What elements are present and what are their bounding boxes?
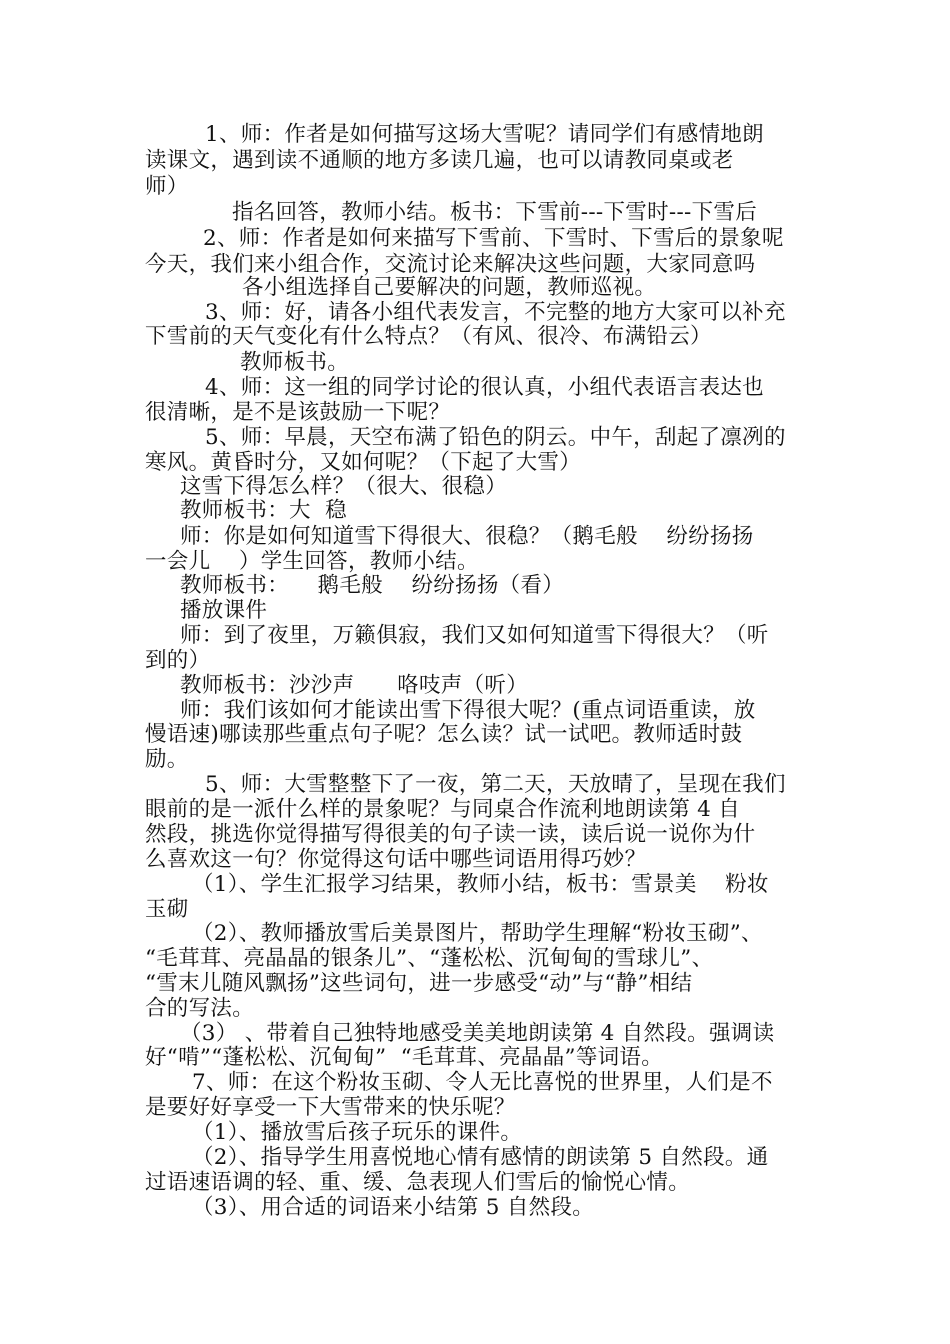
text-line: 师：你是如何知道雪下得很大、很稳？（鹅毛般 纷纷扬扬 [180,524,754,549]
text-line: 1、师：作者是如何描写这场大雪呢？请同学们有感情地朗 [205,122,764,147]
text-line: “雪末儿随风飘扬”这些词句，进一步感受“动”与“静”相结 [145,971,693,996]
text-line: 这雪下得怎么样？（很大、很稳） [180,474,508,499]
text-line: 播放课件 [180,598,268,623]
text-line: 很清晰，是不是该鼓励一下呢？ [145,400,451,425]
text-line: 眼前的是一派什么样的景象呢？与同桌合作流利地朗读第 4 自 [145,797,741,822]
text-line: 合的写法。 [145,996,255,1021]
text-line: 师） [145,174,189,199]
text-line: 教师板书。 [240,350,350,375]
text-line: 是要好好享受一下大雪带来的快乐呢？ [145,1095,516,1120]
text-line: 5、师：早晨，天空布满了铅色的阴云。中午，刮起了凛冽的 [205,425,786,450]
text-line: 慢语速)哪读那些重点句子呢？怎么读？试一试吧。教师适时鼓 [145,722,743,747]
text-line: 师：到了夜里，万籁俱寂，我们又如何知道雪下得很大？（听 [180,623,769,648]
text-line: （1）、播放雪后孩子玩乐的课件。 [192,1120,523,1145]
text-line: 3、师：好，请各小组代表发言，不完整的地方大家可以补充 [205,300,786,325]
text-line: 指名回答，教师小结。板书：下雪前---下雪时---下雪后 [232,200,757,225]
text-line: （3） 、带着自己独特地感受美美地朗读第 4 自然段。强调读 [180,1021,775,1046]
text-line: 各小组选择自己要解决的问题，教师巡视。 [242,275,657,300]
text-line: 读课文，遇到读不通顺的地方多读几遍，也可以请教同桌或老 [145,148,734,173]
text-line: 师：我们该如何才能读出雪下得很大呢？(重点词语重读，放 [180,698,756,723]
text-line: 励。 [145,747,189,772]
text-line: 教师板书：大 稳 [180,498,347,523]
text-line: 一会儿 ）学生回答，教师小结。 [145,549,479,574]
text-line: 下雪前的天气变化有什么特点？（有风、很冷、布满铅云） [145,324,712,349]
text-line: （2）、教师播放雪后美景图片，帮助学生理解“粉妆玉砌”、 [192,921,763,946]
text-line: 好“啃”“蓬松松、沉甸甸” “毛茸茸、亮晶晶”等词语。 [145,1045,664,1070]
text-line: 过语速语调的轻、重、缓、急表现人们雪后的愉悦心情。 [145,1170,691,1195]
text-line: 4、师：这一组的同学讨论的很认真，小组代表语言表达也 [205,375,764,400]
text-line: 么喜欢这一句？你觉得这句话中哪些词语用得巧妙？ [145,847,647,872]
text-line: （1）、学生汇报学习结果，教师小结，板书：雪景美 粉妆 [192,872,769,897]
text-line: 寒风。黄昏时分，又如何呢？（下起了大雪） [145,450,582,475]
text-line: 到的） [145,648,211,673]
text-line: 5、师：大雪整整下了一夜，第二天，天放晴了，呈现在我们 [205,772,786,797]
text-line: 教师板书： 鹅毛般 纷纷扬扬（看） [180,573,565,598]
text-line: （2）、指导学生用喜悦地心情有感情的朗读第 5 自然段。通 [192,1145,769,1170]
text-line: 7、师：在这个粉妆玉砌、令人无比喜悦的世界里，人们是不 [192,1070,773,1095]
text-line: 教师板书：沙沙声 咯吱声（听） [180,673,529,698]
text-line: （3）、用合适的词语来小结第 5 自然段。 [192,1195,595,1220]
text-line: 2、师：作者是如何来描写下雪前、下雪时、下雪后的景象呢 [203,226,784,251]
text-line: “毛茸茸、亮晶晶的银条儿”、“蓬松松、沉甸甸的雪球儿”、 [145,946,714,971]
text-line: 玉砌 [145,897,189,922]
text-line: 今天，我们来小组合作，交流讨论来解决这些问题，大家同意吗 [145,252,756,277]
text-line: 然段，挑选你觉得描写得很美的句子读一读，读后说一说你为什 [145,822,756,847]
